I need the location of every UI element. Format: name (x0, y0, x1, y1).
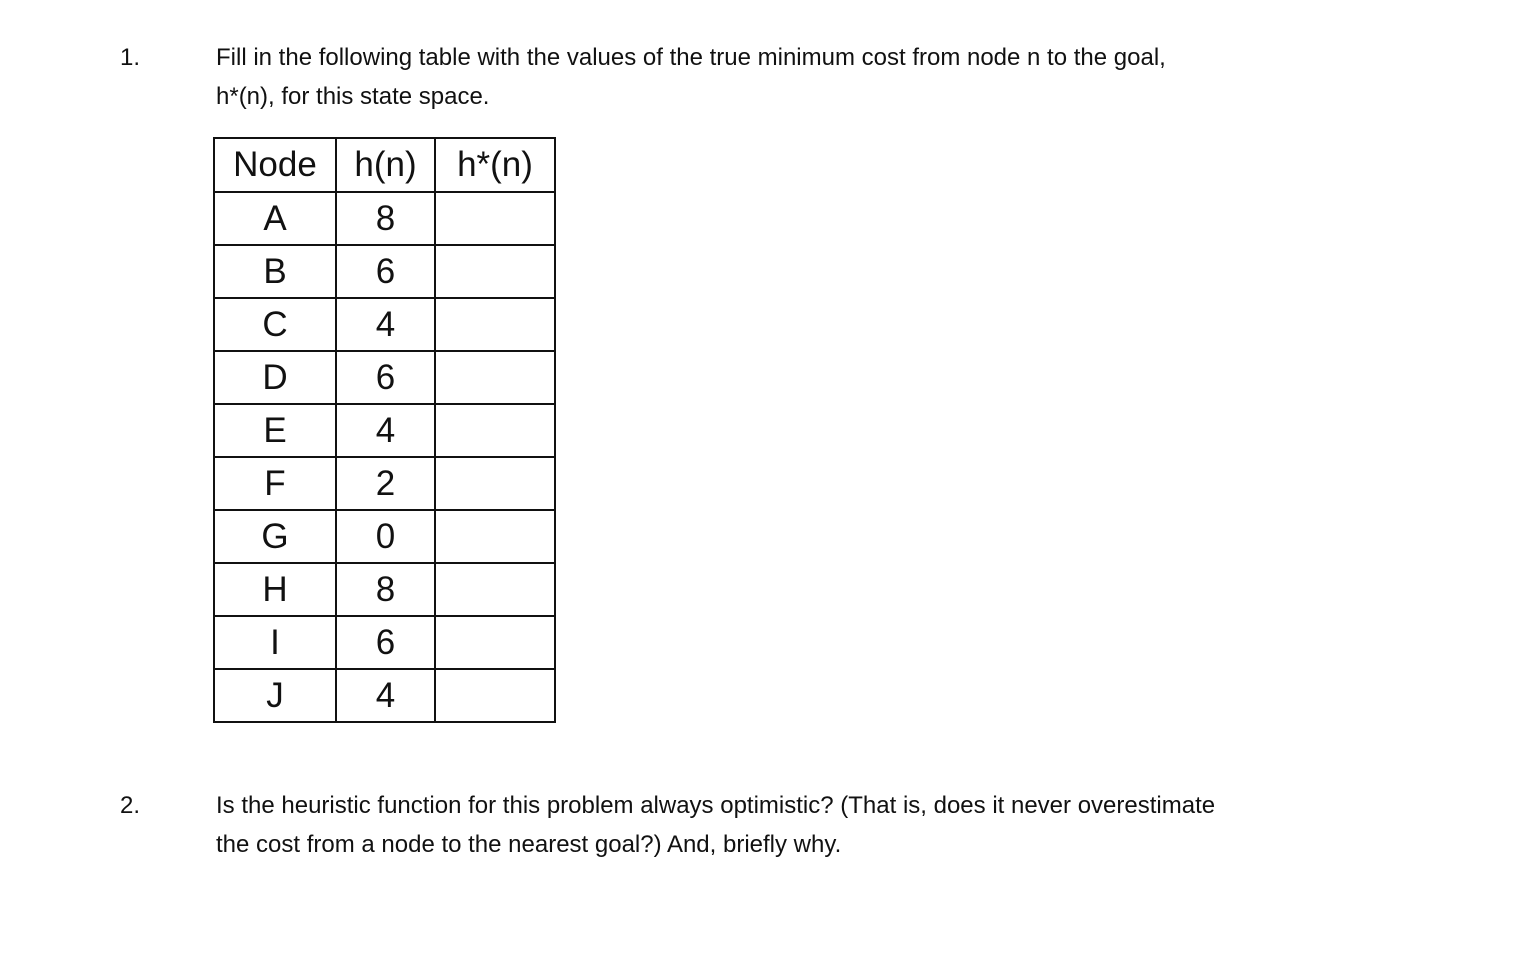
question-2-text (216, 786, 1416, 864)
node-cell: G (214, 510, 336, 563)
node-cell: C (214, 298, 336, 351)
h-star-cell[interactable] (435, 563, 555, 616)
h-star-cell[interactable] (435, 510, 555, 563)
table-header-row (214, 138, 555, 192)
question-2-line-1: Is the heuristic function for this problem always optimistic? (That is, does it never overestimate (216, 792, 1216, 819)
table-row (214, 616, 555, 669)
h-cell: 4 (336, 298, 435, 351)
h-star-cell[interactable] (435, 298, 555, 351)
header-node: Node (214, 138, 336, 192)
header-h: h(n) (336, 138, 435, 192)
node-cell: J (214, 669, 336, 722)
node-cell: I (214, 616, 336, 669)
node-cell: D (214, 351, 336, 404)
h-cell: 4 (336, 669, 435, 722)
h-cell: 2 (336, 457, 435, 510)
table-row (214, 351, 555, 404)
question-2-line-2: the cost from a node to the nearest goal?) And, briefly why. (216, 831, 842, 858)
question-1-line-2: h*(n), for this state space. (216, 83, 490, 110)
h-star-cell[interactable] (435, 404, 555, 457)
question-2-number: 2. (120, 792, 141, 819)
question-1-number: 1. (120, 44, 141, 71)
heuristic-table (213, 137, 556, 723)
h-cell: 8 (336, 192, 435, 245)
table-row (214, 298, 555, 351)
h-star-cell[interactable] (435, 192, 555, 245)
h-star-cell[interactable] (435, 457, 555, 510)
table-row (214, 669, 555, 722)
h-star-cell[interactable] (435, 669, 555, 722)
h-cell: 8 (336, 563, 435, 616)
table-row (214, 510, 555, 563)
h-cell: 6 (336, 616, 435, 669)
question-1-text (216, 38, 1416, 116)
h-star-cell[interactable] (435, 616, 555, 669)
h-cell: 0 (336, 510, 435, 563)
table-row (214, 563, 555, 616)
table-row (214, 457, 555, 510)
table-body (214, 192, 555, 722)
table-row (214, 404, 555, 457)
node-cell: B (214, 245, 336, 298)
h-star-cell[interactable] (435, 245, 555, 298)
table-row (214, 192, 555, 245)
header-h-star: h*(n) (435, 138, 555, 192)
table-row (214, 245, 555, 298)
node-cell: E (214, 404, 336, 457)
h-cell: 4 (336, 404, 435, 457)
h-cell: 6 (336, 351, 435, 404)
node-cell: F (214, 457, 336, 510)
node-cell: A (214, 192, 336, 245)
question-1-line-1: Fill in the following table with the values of the true minimum cost from node n to the goal, (216, 44, 1166, 71)
h-star-cell[interactable] (435, 351, 555, 404)
node-cell: H (214, 563, 336, 616)
h-cell: 6 (336, 245, 435, 298)
